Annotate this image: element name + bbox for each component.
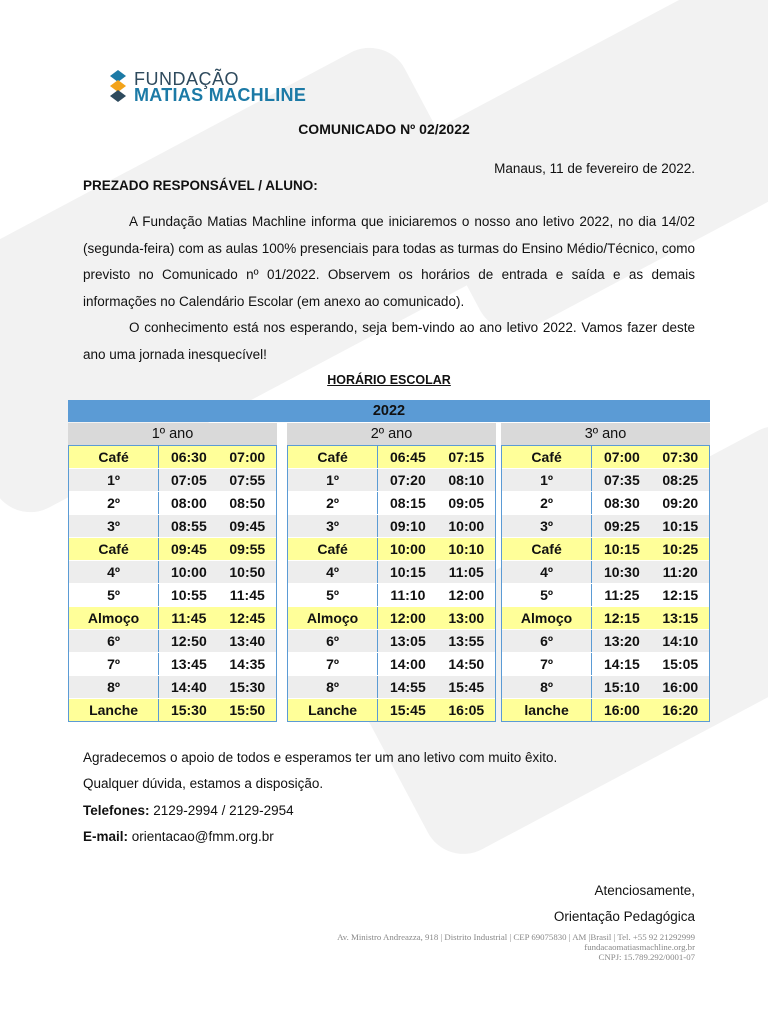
schedule-row bbox=[69, 698, 276, 721]
start-time: 16:00 bbox=[603, 702, 640, 718]
schedule-row bbox=[69, 537, 276, 560]
email-value[interactable]: orientacao@fmm.org.br bbox=[128, 829, 274, 844]
start-time: 07:05 bbox=[170, 472, 207, 488]
period-label: Almoço bbox=[69, 607, 159, 629]
end-time: 08:25 bbox=[662, 472, 699, 488]
period-label: 7º bbox=[69, 653, 159, 675]
period-label: 3º bbox=[288, 515, 378, 537]
period-label: 6º bbox=[288, 630, 378, 652]
start-time: 14:40 bbox=[170, 679, 207, 695]
schedule-row bbox=[502, 537, 709, 560]
schedule-grid bbox=[68, 445, 277, 722]
email-line bbox=[83, 829, 274, 844]
start-time: 12:00 bbox=[389, 610, 426, 626]
period-label: Café bbox=[502, 538, 592, 560]
schedule-grid bbox=[501, 445, 710, 722]
schedule-row bbox=[502, 468, 709, 491]
period-label: 7º bbox=[288, 653, 378, 675]
start-time: 10:00 bbox=[389, 541, 426, 557]
schedule-title: HORÁRIO ESCOLAR bbox=[327, 373, 451, 387]
end-time: 15:45 bbox=[448, 679, 485, 695]
period-label: 3º bbox=[69, 515, 159, 537]
end-time: 12:45 bbox=[229, 610, 266, 626]
start-time: 14:55 bbox=[389, 679, 426, 695]
start-time: 06:45 bbox=[389, 449, 426, 465]
start-time: 07:20 bbox=[389, 472, 426, 488]
schedule-row bbox=[69, 446, 276, 468]
schedule-row bbox=[502, 629, 709, 652]
end-time: 11:05 bbox=[448, 564, 484, 580]
start-time: 09:10 bbox=[389, 518, 426, 534]
phones-value: 2129-2994 / 2129-2954 bbox=[149, 803, 294, 818]
year-column-header: 3º ano bbox=[501, 423, 710, 445]
start-time: 07:00 bbox=[603, 449, 640, 465]
end-time: 10:25 bbox=[662, 541, 699, 557]
schedule-row bbox=[502, 514, 709, 537]
period-label: 4º bbox=[69, 561, 159, 583]
schedule-row bbox=[288, 629, 495, 652]
period-label: Café bbox=[288, 446, 378, 468]
schedule-row bbox=[502, 446, 709, 468]
schedule-row bbox=[502, 491, 709, 514]
footer-address bbox=[337, 932, 695, 962]
end-time: 11:45 bbox=[229, 587, 265, 603]
phones-line bbox=[83, 803, 294, 818]
signature-text: Orientação Pedagógica bbox=[553, 909, 695, 924]
foundation-logo bbox=[108, 70, 306, 104]
end-time: 13:00 bbox=[448, 610, 485, 626]
start-time: 07:35 bbox=[603, 472, 640, 488]
period-label: 6º bbox=[69, 630, 159, 652]
start-time: 08:15 bbox=[389, 495, 426, 511]
period-label: 6º bbox=[502, 630, 592, 652]
start-time: 09:25 bbox=[603, 518, 640, 534]
start-time: 14:15 bbox=[603, 656, 640, 672]
end-time: 10:50 bbox=[229, 564, 266, 580]
start-time: 08:55 bbox=[170, 518, 207, 534]
schedule-row bbox=[69, 629, 276, 652]
period-label: 1º bbox=[69, 469, 159, 491]
schedule-row bbox=[502, 583, 709, 606]
period-label: 2º bbox=[502, 492, 592, 514]
end-time: 16:05 bbox=[448, 702, 485, 718]
end-time: 15:05 bbox=[662, 656, 699, 672]
end-time: 14:10 bbox=[662, 633, 699, 649]
period-label: Almoço bbox=[502, 607, 592, 629]
end-time: 11:20 bbox=[662, 564, 698, 580]
thanks-text: Agradecemos o apoio de todos e esperamos ter um ano letivo com muito êxito. bbox=[83, 750, 558, 765]
schedule-row bbox=[502, 606, 709, 629]
period-label: 4º bbox=[502, 561, 592, 583]
year-column-header: 1º ano bbox=[68, 423, 277, 445]
period-label: 8º bbox=[502, 676, 592, 698]
schedule-row bbox=[69, 675, 276, 698]
period-label: 1º bbox=[502, 469, 592, 491]
end-time: 10:15 bbox=[662, 518, 699, 534]
schedule-row bbox=[288, 537, 495, 560]
period-label: lanche bbox=[502, 699, 592, 721]
address-line-1: Av. Ministro Andreazza, 918 | Distrito Industrial | CEP 69075830 | AM |Brasil | Tel. +55 92 21292999 bbox=[337, 932, 695, 942]
end-time: 07:30 bbox=[662, 449, 699, 465]
end-time: 14:35 bbox=[229, 656, 266, 672]
end-time: 07:55 bbox=[229, 472, 266, 488]
end-time: 12:00 bbox=[448, 587, 485, 603]
start-time: 10:00 bbox=[170, 564, 207, 580]
start-time: 12:15 bbox=[603, 610, 640, 626]
end-time: 12:15 bbox=[662, 587, 699, 603]
schedule-row bbox=[69, 468, 276, 491]
schedule-row bbox=[288, 491, 495, 514]
schedule-row bbox=[69, 652, 276, 675]
schedule-row bbox=[69, 560, 276, 583]
schedule-row bbox=[288, 675, 495, 698]
body-paragraph-2: O conhecimento está nos esperando, seja bem-vindo ao ano letivo 2022. Vamos fazer deste ano uma jornada inesquecível! bbox=[83, 320, 695, 362]
period-label: Café bbox=[502, 446, 592, 468]
end-time: 16:00 bbox=[662, 679, 699, 695]
start-time: 13:20 bbox=[603, 633, 640, 649]
schedule-row bbox=[288, 514, 495, 537]
period-label: Lanche bbox=[69, 699, 159, 721]
start-time: 10:15 bbox=[603, 541, 640, 557]
schedule-row bbox=[502, 560, 709, 583]
start-time: 15:30 bbox=[170, 702, 207, 718]
end-time: 15:30 bbox=[229, 679, 266, 695]
end-time: 08:10 bbox=[448, 472, 485, 488]
schedule-row bbox=[502, 698, 709, 721]
period-label: Café bbox=[69, 538, 159, 560]
start-time: 11:45 bbox=[171, 610, 207, 626]
schedule-row bbox=[288, 606, 495, 629]
address-cnpj: CNPJ: 15.789.292/0001-07 bbox=[598, 952, 695, 962]
start-time: 13:05 bbox=[389, 633, 426, 649]
document-title: COMUNICADO Nº 02/2022 bbox=[298, 121, 470, 137]
start-time: 11:25 bbox=[604, 587, 640, 603]
schedule-row bbox=[69, 606, 276, 629]
schedule-row bbox=[288, 698, 495, 721]
period-label: Café bbox=[69, 446, 159, 468]
start-time: 08:30 bbox=[603, 495, 640, 511]
schedule-column-3rd-year bbox=[501, 423, 710, 722]
end-time: 09:55 bbox=[229, 541, 266, 557]
period-label: 2º bbox=[69, 492, 159, 514]
end-time: 09:45 bbox=[229, 518, 266, 534]
period-label: 1º bbox=[288, 469, 378, 491]
start-time: 15:45 bbox=[389, 702, 426, 718]
period-label: 2º bbox=[288, 492, 378, 514]
period-label: 3º bbox=[502, 515, 592, 537]
schedule-row bbox=[288, 560, 495, 583]
end-time: 09:05 bbox=[448, 495, 485, 511]
start-time: 15:10 bbox=[603, 679, 640, 695]
document-date: Manaus, 11 de fevereiro de 2022. bbox=[494, 161, 695, 176]
phones-label: Telefones: bbox=[83, 803, 150, 818]
start-time: 10:15 bbox=[389, 564, 426, 580]
schedule-row bbox=[502, 675, 709, 698]
end-time: 10:00 bbox=[448, 518, 485, 534]
period-label: Almoço bbox=[288, 607, 378, 629]
period-label: Café bbox=[288, 538, 378, 560]
end-time: 15:50 bbox=[229, 702, 266, 718]
year-column-header: 2º ano bbox=[287, 423, 496, 445]
logo-line-1: FUNDAÇÃO bbox=[134, 69, 240, 89]
end-time: 07:00 bbox=[229, 449, 266, 465]
period-label: 8º bbox=[288, 676, 378, 698]
schedule-row bbox=[69, 583, 276, 606]
start-time: 09:45 bbox=[170, 541, 207, 557]
schedule-year-header: 2022 bbox=[68, 400, 710, 422]
start-time: 12:50 bbox=[170, 633, 207, 649]
regards-text: Atenciosamente, bbox=[594, 883, 695, 898]
start-time: 08:00 bbox=[170, 495, 207, 511]
start-time: 11:10 bbox=[390, 587, 426, 603]
period-label: 4º bbox=[288, 561, 378, 583]
end-time: 13:15 bbox=[662, 610, 699, 626]
start-time: 10:55 bbox=[170, 587, 207, 603]
period-label: 5º bbox=[69, 584, 159, 606]
end-time: 07:15 bbox=[448, 449, 485, 465]
logo-line-2: MATIAS MACHLINE bbox=[134, 85, 307, 105]
body-paragraph-1: A Fundação Matias Machline informa que iniciaremos o nosso ano letivo 2022, no dia 14/02 (segunda-feira) com as aulas 100% presenciais para todas as turmas do Ensino Médio/Técnico, como previsto no Comunicado nº 01/2022. Observem os horários de entrada e saída e as demais informações no Calendário Escolar (em anexo ao comunicado). bbox=[83, 214, 695, 309]
greeting: PREZADO RESPONSÁVEL / ALUNO: bbox=[83, 178, 318, 193]
end-time: 09:20 bbox=[662, 495, 699, 511]
end-time: 14:50 bbox=[448, 656, 485, 672]
period-label: 5º bbox=[502, 584, 592, 606]
start-time: 14:00 bbox=[389, 656, 426, 672]
schedule-row bbox=[69, 491, 276, 514]
start-time: 10:30 bbox=[603, 564, 640, 580]
end-time: 10:10 bbox=[448, 541, 485, 557]
end-time: 08:50 bbox=[229, 495, 266, 511]
schedule-column-2nd-year bbox=[287, 423, 496, 722]
email-label: E-mail: bbox=[83, 829, 129, 844]
end-time: 13:55 bbox=[448, 633, 485, 649]
schedule-row bbox=[69, 514, 276, 537]
period-label: 7º bbox=[502, 653, 592, 675]
period-label: 8º bbox=[69, 676, 159, 698]
questions-text: Qualquer dúvida, estamos a disposição. bbox=[83, 776, 324, 791]
end-time: 13:40 bbox=[229, 633, 266, 649]
period-label: 5º bbox=[288, 584, 378, 606]
schedule-column-1st-year bbox=[68, 423, 277, 722]
schedule-row bbox=[288, 583, 495, 606]
logo-mark-icon bbox=[108, 70, 128, 104]
schedule-row bbox=[288, 468, 495, 491]
end-time: 16:20 bbox=[662, 702, 699, 718]
start-time: 13:45 bbox=[170, 656, 207, 672]
address-website: fundacaomatiasmachline.org.br bbox=[584, 942, 695, 952]
schedule-row bbox=[288, 652, 495, 675]
schedule-row bbox=[288, 446, 495, 468]
schedule-grid bbox=[287, 445, 496, 722]
period-label: Lanche bbox=[288, 699, 378, 721]
start-time: 06:30 bbox=[170, 449, 207, 465]
schedule-row bbox=[502, 652, 709, 675]
